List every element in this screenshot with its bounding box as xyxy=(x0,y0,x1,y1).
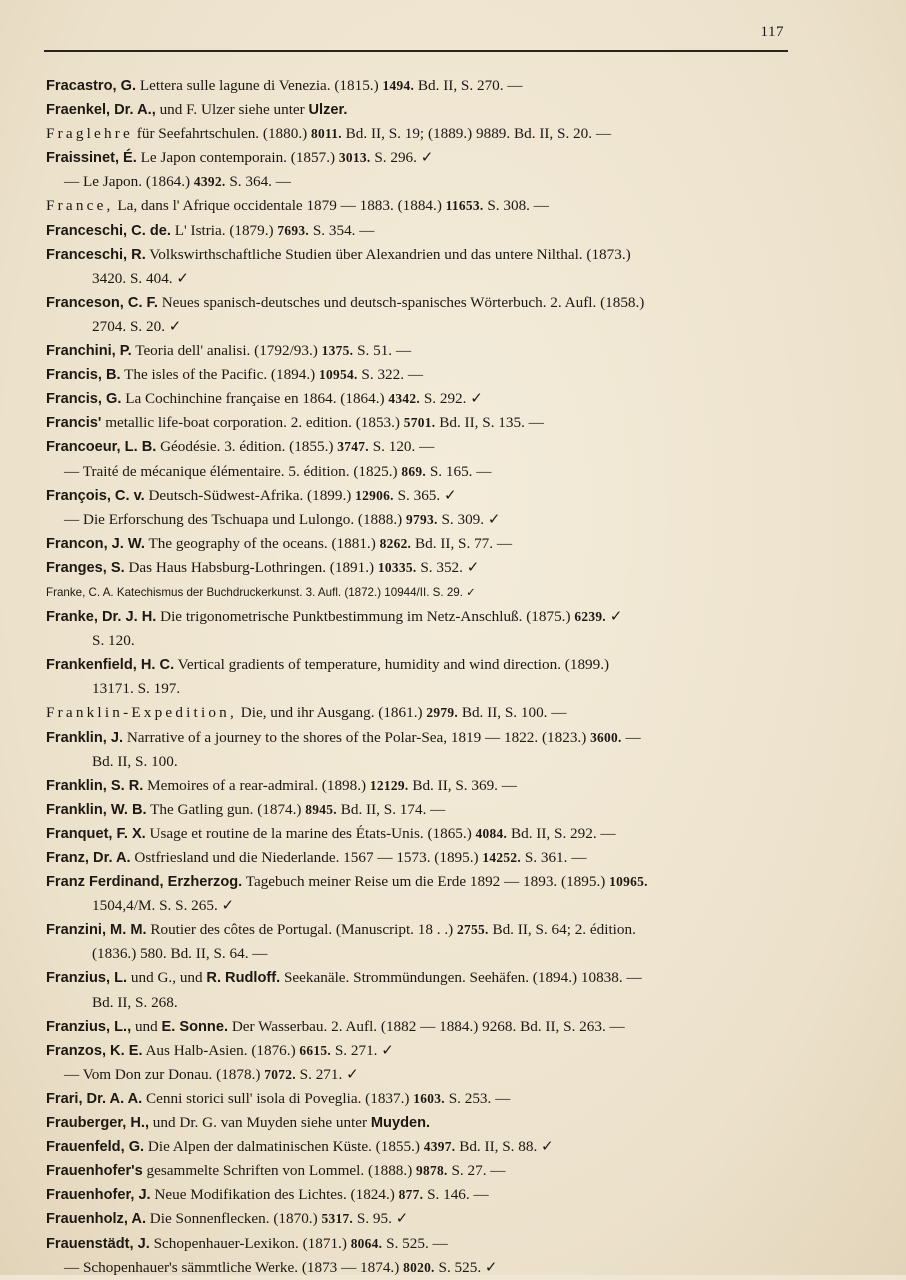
catalog-entry xyxy=(46,822,806,846)
entry-location: — xyxy=(621,728,641,746)
entry-title: Aus Halb-Asien. (1876.) xyxy=(142,1041,300,1059)
catalog-entry xyxy=(46,556,806,580)
entry-location: S. 322. — xyxy=(357,366,424,384)
entry-location: S. 365. ✓ xyxy=(393,486,457,504)
entry-location: Bd. II, S. 77. — xyxy=(411,534,513,552)
catalog-entry xyxy=(46,170,806,194)
entry-title: Vom Don zur Donau. (1878.) xyxy=(79,1065,265,1083)
entry-catalog-number: 3747. xyxy=(337,439,369,455)
entry-author: Franceschi, R. xyxy=(46,246,146,263)
entry-location: S. 296. ✓ xyxy=(370,149,434,167)
entry-location: S. 271. ✓ xyxy=(295,1065,359,1083)
catalog-entries xyxy=(46,74,806,1280)
entry-catalog-number: 1603. xyxy=(413,1090,445,1106)
catalog-entry xyxy=(46,726,806,774)
entry-author: Francis' xyxy=(46,415,102,432)
entry-reference: E. Sonne. xyxy=(161,1018,229,1035)
ditto-dash: — xyxy=(64,1065,80,1083)
entry-continuation: Bd. II, S. 100. xyxy=(92,752,178,770)
entry-author: Franklin, J. xyxy=(46,729,124,746)
entry-location: S. 292. ✓ xyxy=(420,390,483,408)
entry-location: S. 51. — xyxy=(353,342,412,360)
entry-author: Franquet, F. X. xyxy=(46,825,146,842)
catalog-entry xyxy=(46,774,806,798)
entry-title: La, dans l' Afrique occidentale 1879 — 1883. (1884.) xyxy=(113,197,446,215)
entry-location: S. 525. ✓ xyxy=(434,1258,498,1276)
entry-title: Volkswirthschaftliche Studien über Alexandrien und das untere Nilthal. (1873.) xyxy=(145,245,631,263)
entry-author: Frauenfeld, G. xyxy=(46,1139,145,1156)
catalog-entry xyxy=(46,1039,806,1063)
entry-title: Memoires of a rear-admiral. (1898.) xyxy=(143,776,370,794)
entry-catalog-number: 1375. xyxy=(321,343,354,359)
catalog-entry xyxy=(46,966,806,1014)
entry-catalog-number: 9793. xyxy=(406,511,438,527)
catalog-entry xyxy=(46,1232,806,1256)
entry-location: Bd. II, S. 135. — xyxy=(435,414,544,432)
entry-catalog-number: 7693. xyxy=(277,222,310,238)
entry-continuation: 2704. S. 20. ✓ xyxy=(92,317,182,335)
catalog-entry xyxy=(46,508,806,532)
entry-author: Franzius, L., xyxy=(46,1018,132,1035)
ditto-dash: — xyxy=(64,1258,80,1276)
catalog-entry xyxy=(46,98,806,122)
entry-title: Cenni storici sull' isola di Poveglia. (1837.) xyxy=(142,1089,414,1107)
catalog-entry xyxy=(46,532,806,556)
entry-keyword: France, xyxy=(46,197,114,215)
entry-location: S. 95. ✓ xyxy=(353,1210,409,1228)
catalog-entry xyxy=(46,701,806,725)
entry-catalog-number: 8945. xyxy=(305,801,337,817)
entry-title: metallic life-boat corporation. 2. edition. (1853.) xyxy=(101,414,404,432)
entry-catalog-number: 2755. xyxy=(457,922,489,938)
entry-catalog-number: 6615. xyxy=(299,1042,332,1058)
entry-title: Ostfriesland und die Niederlande. 1567 — 1573. (1895.) xyxy=(130,849,483,866)
entry-author: Franz Ferdinand, Erzherzog. xyxy=(46,874,243,891)
entry-title: Schopenhauer's sämmtliche Werke. (1873 — 1874.) xyxy=(79,1258,404,1276)
entry-catalog-number: 5317. xyxy=(321,1211,354,1227)
catalog-entry xyxy=(46,387,806,411)
catalog-entry xyxy=(46,460,806,484)
entry-catalog-number: 12906. xyxy=(355,487,394,503)
entry-location: ✓ xyxy=(605,608,623,626)
entry-author: Fraissinet, É. xyxy=(46,150,137,167)
entry-author: Franges, S. xyxy=(46,559,125,576)
catalog-entry xyxy=(46,580,806,605)
entry-title: Deutsch-Südwest-Afrika. (1899.) xyxy=(144,486,356,504)
catalog-entry xyxy=(46,846,806,870)
catalog-entry xyxy=(46,484,806,508)
catalog-entry xyxy=(46,74,806,98)
entry-catalog-number: 4397. xyxy=(423,1139,456,1155)
entry-title: Tagebuch meiner Reise um die Erde 1892 — 1893. (1895.) xyxy=(242,873,610,891)
entry-title: gesammelte Schriften von Lommel. (1888.) xyxy=(142,1162,417,1180)
catalog-entry xyxy=(46,1207,806,1231)
page-number: 117 xyxy=(760,24,784,40)
entry-location: S. 253. — xyxy=(444,1089,511,1107)
entry-catalog-number: 11653. xyxy=(445,198,484,214)
entry-text: Franke, C. A. Katechismus der Buchdruckerkunst. 3. Aufl. (1872.) 10944/II. S. 29. ✓ xyxy=(46,585,476,599)
entry-location: Bd. II, S. 100. — xyxy=(458,704,567,722)
entry-title: und F. Ulzer siehe unter xyxy=(155,101,309,119)
catalog-entry xyxy=(46,1256,806,1280)
entry-author: Fracastro, G. xyxy=(46,78,137,94)
entry-location: Bd. II, S. 292. — xyxy=(507,824,616,842)
catalog-entry xyxy=(46,605,806,653)
entry-catalog-number: 12129. xyxy=(369,777,409,793)
entry-catalog-number: 6239. xyxy=(574,609,606,625)
entry-catalog-number: 8064. xyxy=(350,1235,383,1251)
entry-location: S. 352. ✓ xyxy=(416,558,480,576)
entry-catalog-number: 4392. xyxy=(193,174,226,190)
entry-title: Neues spanisch-deutsches und deutsch-spanisches Wörterbuch. 2. Aufl. (1858.) xyxy=(157,293,645,311)
entry-title: Vertical gradients of temperature, humidity and wind direction. (1899.) xyxy=(174,656,610,674)
entry-title-tail: Der Wasserbau. 2. Aufl. (1882 — 1884.) 9268. Bd. II, S. 263. — xyxy=(228,1017,625,1035)
entry-author: Fraenkel, Dr. A., xyxy=(46,102,156,119)
entry-title: Schopenhauer-Lexikon. (1871.) xyxy=(149,1234,351,1252)
catalog-entry xyxy=(46,653,806,701)
entry-title: Routier des côtes de Portugal. (Manuscript. 18 . .) xyxy=(146,921,457,939)
entry-continuation: 13171. S. 197. xyxy=(92,680,181,698)
entry-title: Usage et routine de la marine des États-Unis. (1865.) xyxy=(145,824,476,842)
entry-catalog-number: 1494. xyxy=(382,78,415,93)
header-rule xyxy=(44,50,788,52)
catalog-entry xyxy=(46,1159,806,1183)
entry-title: L' Istria. (1879.) xyxy=(170,221,278,239)
entry-title: Neue Modifikation des Lichtes. (1824.) xyxy=(150,1186,399,1204)
ditto-dash: — xyxy=(64,510,80,528)
entry-continuation: (1836.) 580. Bd. II, S. 64. — xyxy=(92,945,268,963)
catalog-entry xyxy=(46,1111,806,1135)
entry-continuation: S. 120. xyxy=(92,632,135,650)
entry-catalog-number: 14252. xyxy=(482,850,522,865)
entry-title: Das Haus Habsburg-Lothringen. (1891.) xyxy=(124,558,378,576)
entry-title: und G., und xyxy=(127,969,207,987)
entry-title: und xyxy=(131,1017,162,1035)
entry-title: Le Japon. (1864.) xyxy=(79,173,194,191)
entry-catalog-number: 3013. xyxy=(338,150,371,166)
entry-author: Frauenhofer's xyxy=(46,1163,143,1180)
entry-title-tail: Seekanäle. Strommündungen. Seehäfen. (1894.) 10838. — xyxy=(280,969,642,987)
entry-catalog-number: 2979. xyxy=(426,705,459,721)
entry-catalog-number: 8011. xyxy=(310,126,342,142)
entry-location: Bd. II, S. 19; (1889.) 9889. Bd. II, S. 20. — xyxy=(341,125,612,143)
entry-location: S. 271. ✓ xyxy=(331,1041,395,1059)
ditto-dash: — xyxy=(64,173,80,191)
entry-author: Franchini, P. xyxy=(46,343,132,360)
entry-catalog-number: 8020. xyxy=(403,1259,435,1275)
entry-keyword: Franklin-Expedition, xyxy=(46,704,237,722)
catalog-entry xyxy=(46,870,806,918)
entry-title: The isles of the Pacific. (1894.) xyxy=(120,366,319,384)
entry-location: S. 364. — xyxy=(225,173,291,191)
catalog-entry xyxy=(46,435,806,459)
entry-author: Francis, B. xyxy=(46,367,121,384)
entry-title: Die Sonnenflecken. (1870.) xyxy=(146,1210,322,1228)
entry-catalog-number: 4342. xyxy=(388,391,421,407)
entry-reference: R. Rudloff. xyxy=(206,970,281,987)
entry-author: Franklin, W. B. xyxy=(46,801,147,818)
entry-catalog-number: 5701. xyxy=(403,415,436,431)
entry-author: Frauenholz, A. xyxy=(46,1211,146,1228)
entry-author: Franzius, L. xyxy=(46,970,128,987)
entry-author: Franklin, S. R. xyxy=(46,777,144,794)
entry-author: Francis, G. xyxy=(46,391,122,408)
entry-title: Le Japon contemporain. (1857.) xyxy=(136,149,339,167)
entry-location: S. 309. ✓ xyxy=(437,510,501,528)
entry-location: S. 361. — xyxy=(521,849,587,866)
entry-author: François, C. v. xyxy=(46,487,145,504)
entry-title: The Gatling gun. (1874.) xyxy=(146,800,306,818)
catalog-entry xyxy=(46,1015,806,1039)
entry-keyword: Fraglehre xyxy=(46,125,133,143)
entry-catalog-number: 869. xyxy=(401,463,427,479)
entry-title: Die trigonometrische Punktbestimmung im Netz-Anschluß. (1875.) xyxy=(156,608,575,626)
entry-location: S. 354. — xyxy=(309,221,375,239)
entry-location: Bd. II, S. 64; 2. édition. xyxy=(488,921,636,939)
entry-title: Géodésie. 3. édition. (1855.) xyxy=(156,438,338,456)
entry-author: Frari, Dr. A. A. xyxy=(46,1090,143,1107)
catalog-entry xyxy=(46,798,806,822)
catalog-entry xyxy=(46,1183,806,1207)
entry-author: Franzos, K. E. xyxy=(46,1042,143,1059)
entry-title: Teoria dell' analisi. (1792/93.) xyxy=(131,342,322,360)
catalog-entry xyxy=(46,194,806,218)
catalog-entry xyxy=(46,918,806,966)
catalog-entry xyxy=(46,146,806,170)
entry-author: Frauenstädt, J. xyxy=(46,1235,150,1252)
entry-title: The geography of the oceans. (1881.) xyxy=(144,534,380,552)
catalog-entry xyxy=(46,243,806,291)
entry-continuation: 3420. S. 404. ✓ xyxy=(92,269,190,287)
entry-location: S. 146. — xyxy=(423,1186,489,1204)
entry-location: S. 165. — xyxy=(426,462,492,480)
entry-title: Die Alpen der dalmatinischen Küste. (1855.) xyxy=(144,1138,424,1156)
entry-catalog-number: 10965. xyxy=(609,874,648,890)
entry-continuation: Bd. II, S. 268. xyxy=(92,993,178,1011)
entry-title: Lettera sulle lagune di Venezia. (1815.) xyxy=(136,77,383,94)
entry-author: Franke, Dr. J. H. xyxy=(46,609,157,626)
entry-location: S. 308. — xyxy=(483,197,549,215)
entry-catalog-number: 9878. xyxy=(416,1163,448,1179)
entry-location: S. 27. — xyxy=(447,1162,506,1180)
entry-author: Franzini, M. M. xyxy=(46,922,147,939)
entry-reference: Muyden. xyxy=(370,1115,431,1132)
entry-author: Francoeur, L. B. xyxy=(46,439,157,456)
entry-catalog-number: 3600. xyxy=(590,729,622,745)
entry-author: Franz, Dr. A. xyxy=(46,850,131,866)
entry-author: Franceschi, C. de. xyxy=(46,222,171,239)
entry-title: Narrative of a journey to the shores of the Polar-Sea, 1819 — 1822. (1823.) xyxy=(123,728,591,746)
entry-author: Frankenfield, H. C. xyxy=(46,657,175,674)
entry-reference: Ulzer. xyxy=(308,102,348,119)
entry-title: und Dr. G. van Muyden siehe unter xyxy=(149,1114,371,1132)
entry-location: S. 525. — xyxy=(382,1234,448,1252)
entry-location: S. 120. — xyxy=(368,438,435,456)
catalog-entry xyxy=(46,363,806,387)
entry-author: Frauberger, H., xyxy=(46,1115,149,1132)
entry-location: Bd. II, S. 88. ✓ xyxy=(455,1138,554,1156)
entry-location: Bd. II, S. 270. — xyxy=(414,77,523,94)
catalog-entry xyxy=(46,1135,806,1159)
entry-catalog-number: 7072. xyxy=(264,1066,296,1082)
catalog-entry xyxy=(46,1063,806,1087)
catalog-entry xyxy=(46,411,806,435)
entry-catalog-number: 10335. xyxy=(377,559,417,575)
entry-catalog-number: 4084. xyxy=(475,825,508,841)
entry-title: Die, und ihr Ausgang. (1861.) xyxy=(236,704,427,722)
entry-catalog-number: 877. xyxy=(398,1187,424,1203)
ditto-dash: — xyxy=(64,462,80,480)
entry-author: Franceson, C. F. xyxy=(46,294,158,311)
entry-author: Francon, J. W. xyxy=(46,535,145,552)
entry-catalog-number: 8262. xyxy=(379,535,412,551)
entry-title: La Cochinchine française en 1864. (1864.) xyxy=(121,390,389,408)
catalog-entry xyxy=(46,122,806,146)
catalog-entry xyxy=(46,291,806,339)
catalog-entry xyxy=(46,339,806,363)
entry-catalog-number: 10954. xyxy=(319,367,358,383)
entry-title: für Seefahrtschulen. (1880.) xyxy=(133,125,311,143)
entry-title: Traité de mécanique élémentaire. 5. édition. (1825.) xyxy=(79,462,402,480)
entry-title: Die Erforschung des Tschuapa und Lulongo. (1888.) xyxy=(79,510,406,528)
entry-author: Frauenhofer, J. xyxy=(46,1187,151,1204)
entry-location: Bd. II, S. 174. — xyxy=(336,800,446,818)
entry-location: Bd. II, S. 369. — xyxy=(408,776,517,794)
entry-continuation: 1504,4/M. S. S. 265. ✓ xyxy=(92,897,235,915)
catalog-entry xyxy=(46,1087,806,1111)
catalog-entry xyxy=(46,219,806,243)
